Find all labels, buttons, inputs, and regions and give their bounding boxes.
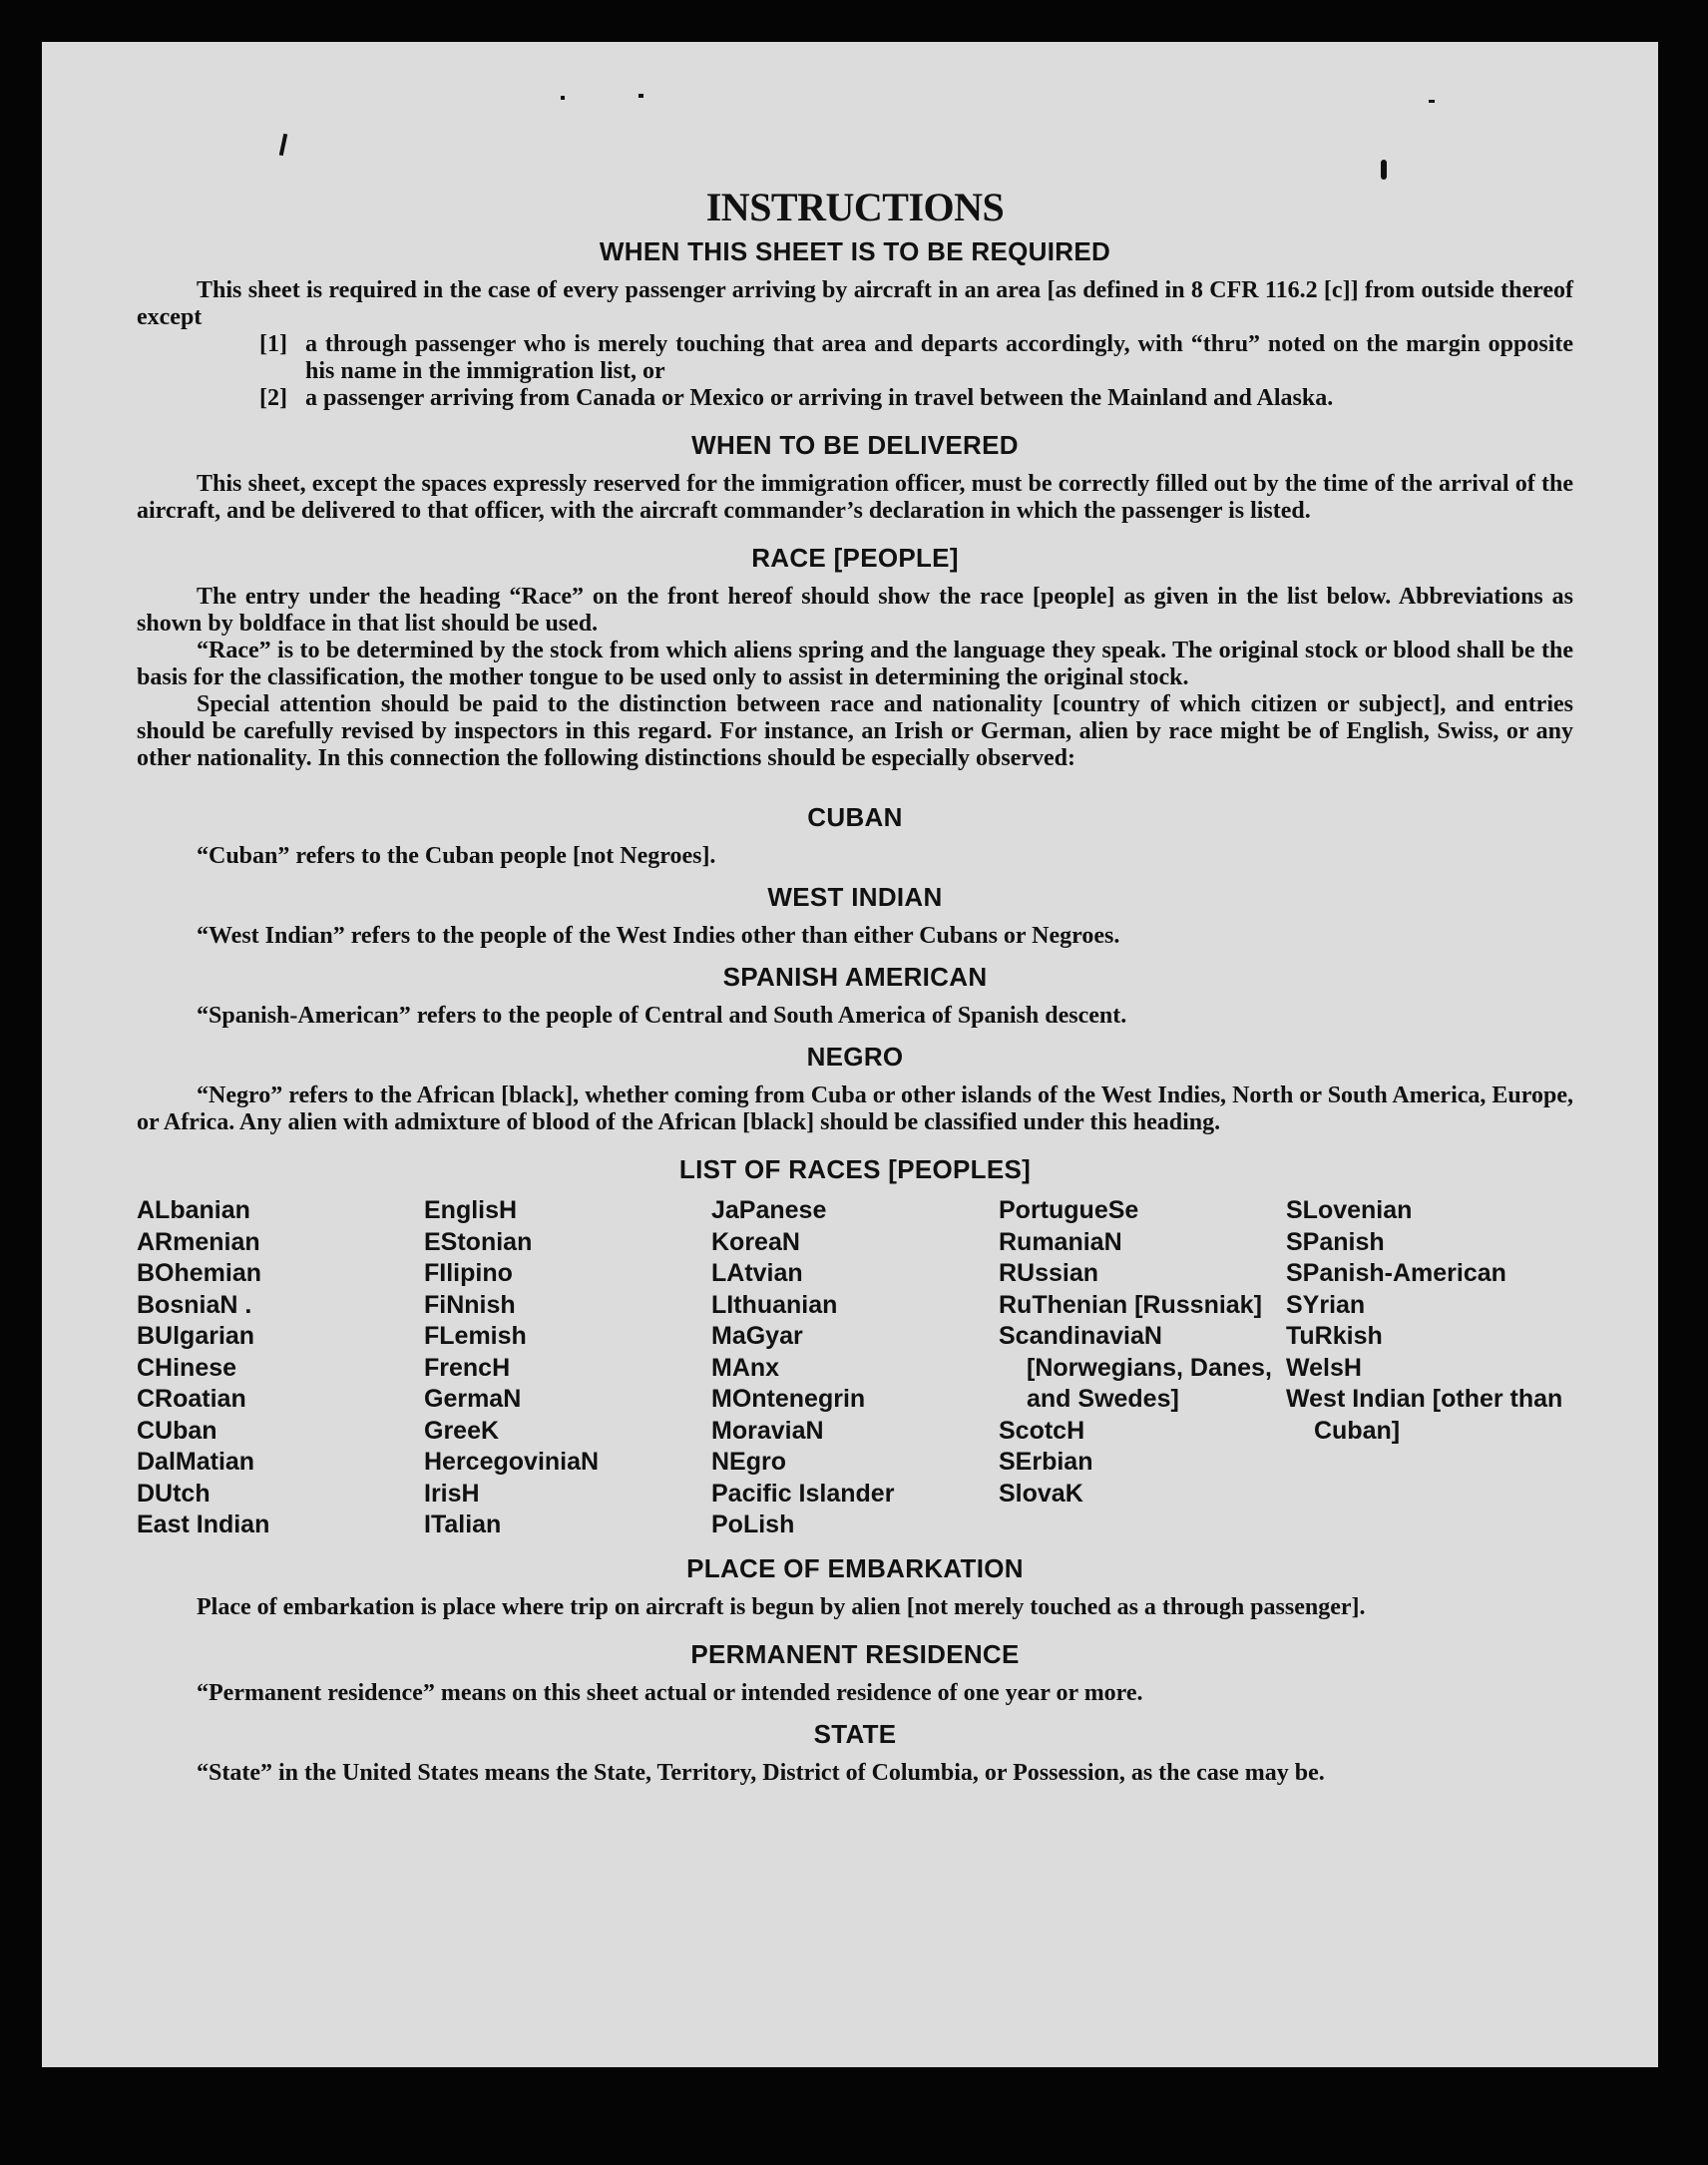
race-entry: NEgro (711, 1448, 786, 1476)
state-text: “State” in the United States means the State, Territory, District of Columbia, or Possession, as the case may be. (197, 1759, 1325, 1786)
race-entry: ALbanian (137, 1196, 250, 1224)
negro-text: “Negro” refers to the African [black], whether coming from Cuba or other islands of the West Indies, North or South America, Europe, or Africa. Any alien with admixture of blood of the African [black] should be classified under this heading. (137, 1082, 1573, 1135)
race-paragraph-3: Special attention should be paid to the distinction between race and nationality [country of which citizen or subject], and entries should be carefully revised by inspectors in this regard. For instance, an Irish or German, alien by race might be of English, Swiss, or any other nationality. In this connection the following distinctions should be especially observed: (137, 691, 1573, 771)
section-heading-state: STATE (813, 1718, 897, 1749)
race-entry: BUlgarian (137, 1322, 255, 1350)
race-entry: IrisH (424, 1479, 480, 1508)
race-entry: GermaN (424, 1385, 522, 1413)
race-entry: SYrian (1286, 1290, 1366, 1319)
item-text: a through passenger who is merely touching that area and departs accordingly, with “thru” noted on the margin opposite his name in the immigration list, or (305, 331, 1573, 384)
race-entry: SlovaK (999, 1479, 1083, 1508)
race-entry: RumaniaN (999, 1227, 1122, 1256)
race-entry: RuThenian [Russniak] (999, 1290, 1262, 1319)
race-entry: EStonian (424, 1227, 533, 1256)
required-text: This sheet is required in the case of every passenger arriving by aircraft in an area [as defined in 8 CFR 116.2 [c]] from outside thereof except (137, 277, 1573, 330)
race-entry: Pacific Islander (711, 1479, 895, 1508)
list-item (259, 385, 1573, 412)
race-paragraph-1: The entry under the heading “Race” on the front hereof should show the race [people] as given in the list below. Abbreviations as shown by boldface in that list should be used. (137, 584, 1573, 637)
section-heading-negro: NEGRO (806, 1042, 904, 1072)
races-column-5 (1286, 1195, 1573, 1541)
race-entry: MoraviaN (711, 1416, 824, 1445)
race-entry: BOhemian (137, 1259, 262, 1287)
section-heading-delivered: WHEN TO BE DELIVERED (691, 430, 1019, 460)
race-entry: HercegoviniaN (424, 1448, 600, 1476)
race-entry: FrencH (424, 1353, 511, 1382)
west-indian-text: “West Indian” refers to the people of the West Indies other than either Cubans or Negroes. (197, 923, 1120, 949)
race-entry: West Indian [other than Cuban] (1286, 1385, 1563, 1445)
section-heading-residence: PERMANENT RESIDENCE (690, 1638, 1020, 1669)
scan-mark (1429, 100, 1435, 103)
page-title: INSTRUCTIONS (705, 185, 1005, 229)
race-entry: CUban (137, 1416, 217, 1445)
race-entry: LAtvian (711, 1259, 803, 1287)
race-entry: ITalian (424, 1511, 502, 1538)
race-entry: East Indian (137, 1511, 270, 1538)
section-heading-west-indian: WEST INDIAN (767, 882, 943, 912)
race-entry: CRoatian (137, 1385, 246, 1413)
race-entry: DalMatian (137, 1448, 255, 1476)
item-number: [2] (259, 385, 287, 411)
residence-text: “Permanent residence” means on this sheet actual or intended residence of one year or more. (197, 1679, 1143, 1706)
race-entry: PortugueSe (999, 1196, 1139, 1224)
races-column-4 (999, 1195, 1286, 1541)
race-entry: SPanish (1286, 1227, 1385, 1256)
section-heading-race: RACE [PEOPLE] (751, 543, 959, 573)
race-entry: ScandinaviaN [Norwegians, Danes, and Swedes] (999, 1322, 1272, 1413)
race-entry: SLovenian (1286, 1196, 1413, 1224)
race-entry: JaPanese (711, 1196, 827, 1224)
race-entry: MAnx (711, 1353, 780, 1382)
race-entry: RUssian (999, 1259, 1099, 1287)
race-entry: ARmenian (137, 1227, 260, 1256)
race-entry: EnglisH (424, 1196, 518, 1224)
race-entry: MaGyar (711, 1322, 803, 1350)
race-entry: FIlipino (424, 1259, 513, 1287)
race-entry: FiNnish (424, 1290, 516, 1319)
instructions-body (137, 142, 1573, 1787)
section-heading-list-of-races: LIST OF RACES [PEOPLES] (678, 1154, 1032, 1184)
scan-mark (561, 96, 565, 100)
document-page (42, 42, 1658, 2067)
item-text: a passenger arriving from Canada or Mexico or arriving in travel between the Mainland and Alaska. (305, 385, 1334, 411)
spanish-american-text: “Spanish-American” refers to the people of Central and South America of Spanish descent. (197, 1003, 1127, 1029)
races-list (137, 1195, 1573, 1541)
section-heading-embarkation: PLACE OF EMBARKATION (686, 1552, 1024, 1583)
race-entry: SErbian (999, 1448, 1093, 1476)
race-paragraph-2: “Race” is to be determined by the stock from which aliens spring and the language they speak. The original stock or blood shall be the basis for the classification, the mother tongue to be used only to assist in determining the original stock. (137, 638, 1573, 690)
section-heading-spanish-american: SPANISH AMERICAN (722, 962, 988, 992)
race-entry: WelsH (1286, 1353, 1362, 1382)
race-entry: KoreaN (711, 1227, 800, 1256)
race-entry: TuRkish (1286, 1322, 1383, 1350)
races-column-1 (137, 1195, 424, 1541)
race-entry: GreeK (424, 1416, 500, 1445)
race-entry: SPanish-American (1286, 1259, 1506, 1287)
races-column-2 (424, 1195, 711, 1541)
scan-mark (639, 94, 643, 98)
race-entry: LIthuanian (711, 1290, 838, 1319)
cuban-text: “Cuban” refers to the Cuban people [not Negroes]. (197, 843, 716, 869)
section-heading-cuban: CUBAN (807, 802, 903, 832)
races-column-3 (711, 1195, 999, 1541)
section-heading-required: WHEN THIS SHEET IS TO BE REQUIRED (599, 236, 1111, 266)
embarkation-text: Place of embarkation is place where trip on aircraft is begun by alien [not merely touched as a through passenger]. (197, 1593, 1366, 1620)
delivered-text: This sheet, except the spaces expressly reserved for the immigration officer, must be correctly filled out by the time of the arrival of the aircraft, and be delivered to that officer, with the aircraft commander’s declaration in which the passenger is listed. (137, 471, 1573, 524)
race-entry: MOntenegrin (711, 1385, 866, 1413)
list-item (259, 331, 1573, 385)
item-number: [1] (259, 331, 287, 357)
race-entry: FLemish (424, 1322, 527, 1350)
race-entry: DUtch (137, 1479, 211, 1508)
race-entry: PoLish (711, 1511, 795, 1538)
race-entry: BosniaN . (137, 1290, 252, 1319)
race-entry: CHinese (137, 1353, 237, 1382)
race-entry: ScotcH (999, 1416, 1085, 1445)
